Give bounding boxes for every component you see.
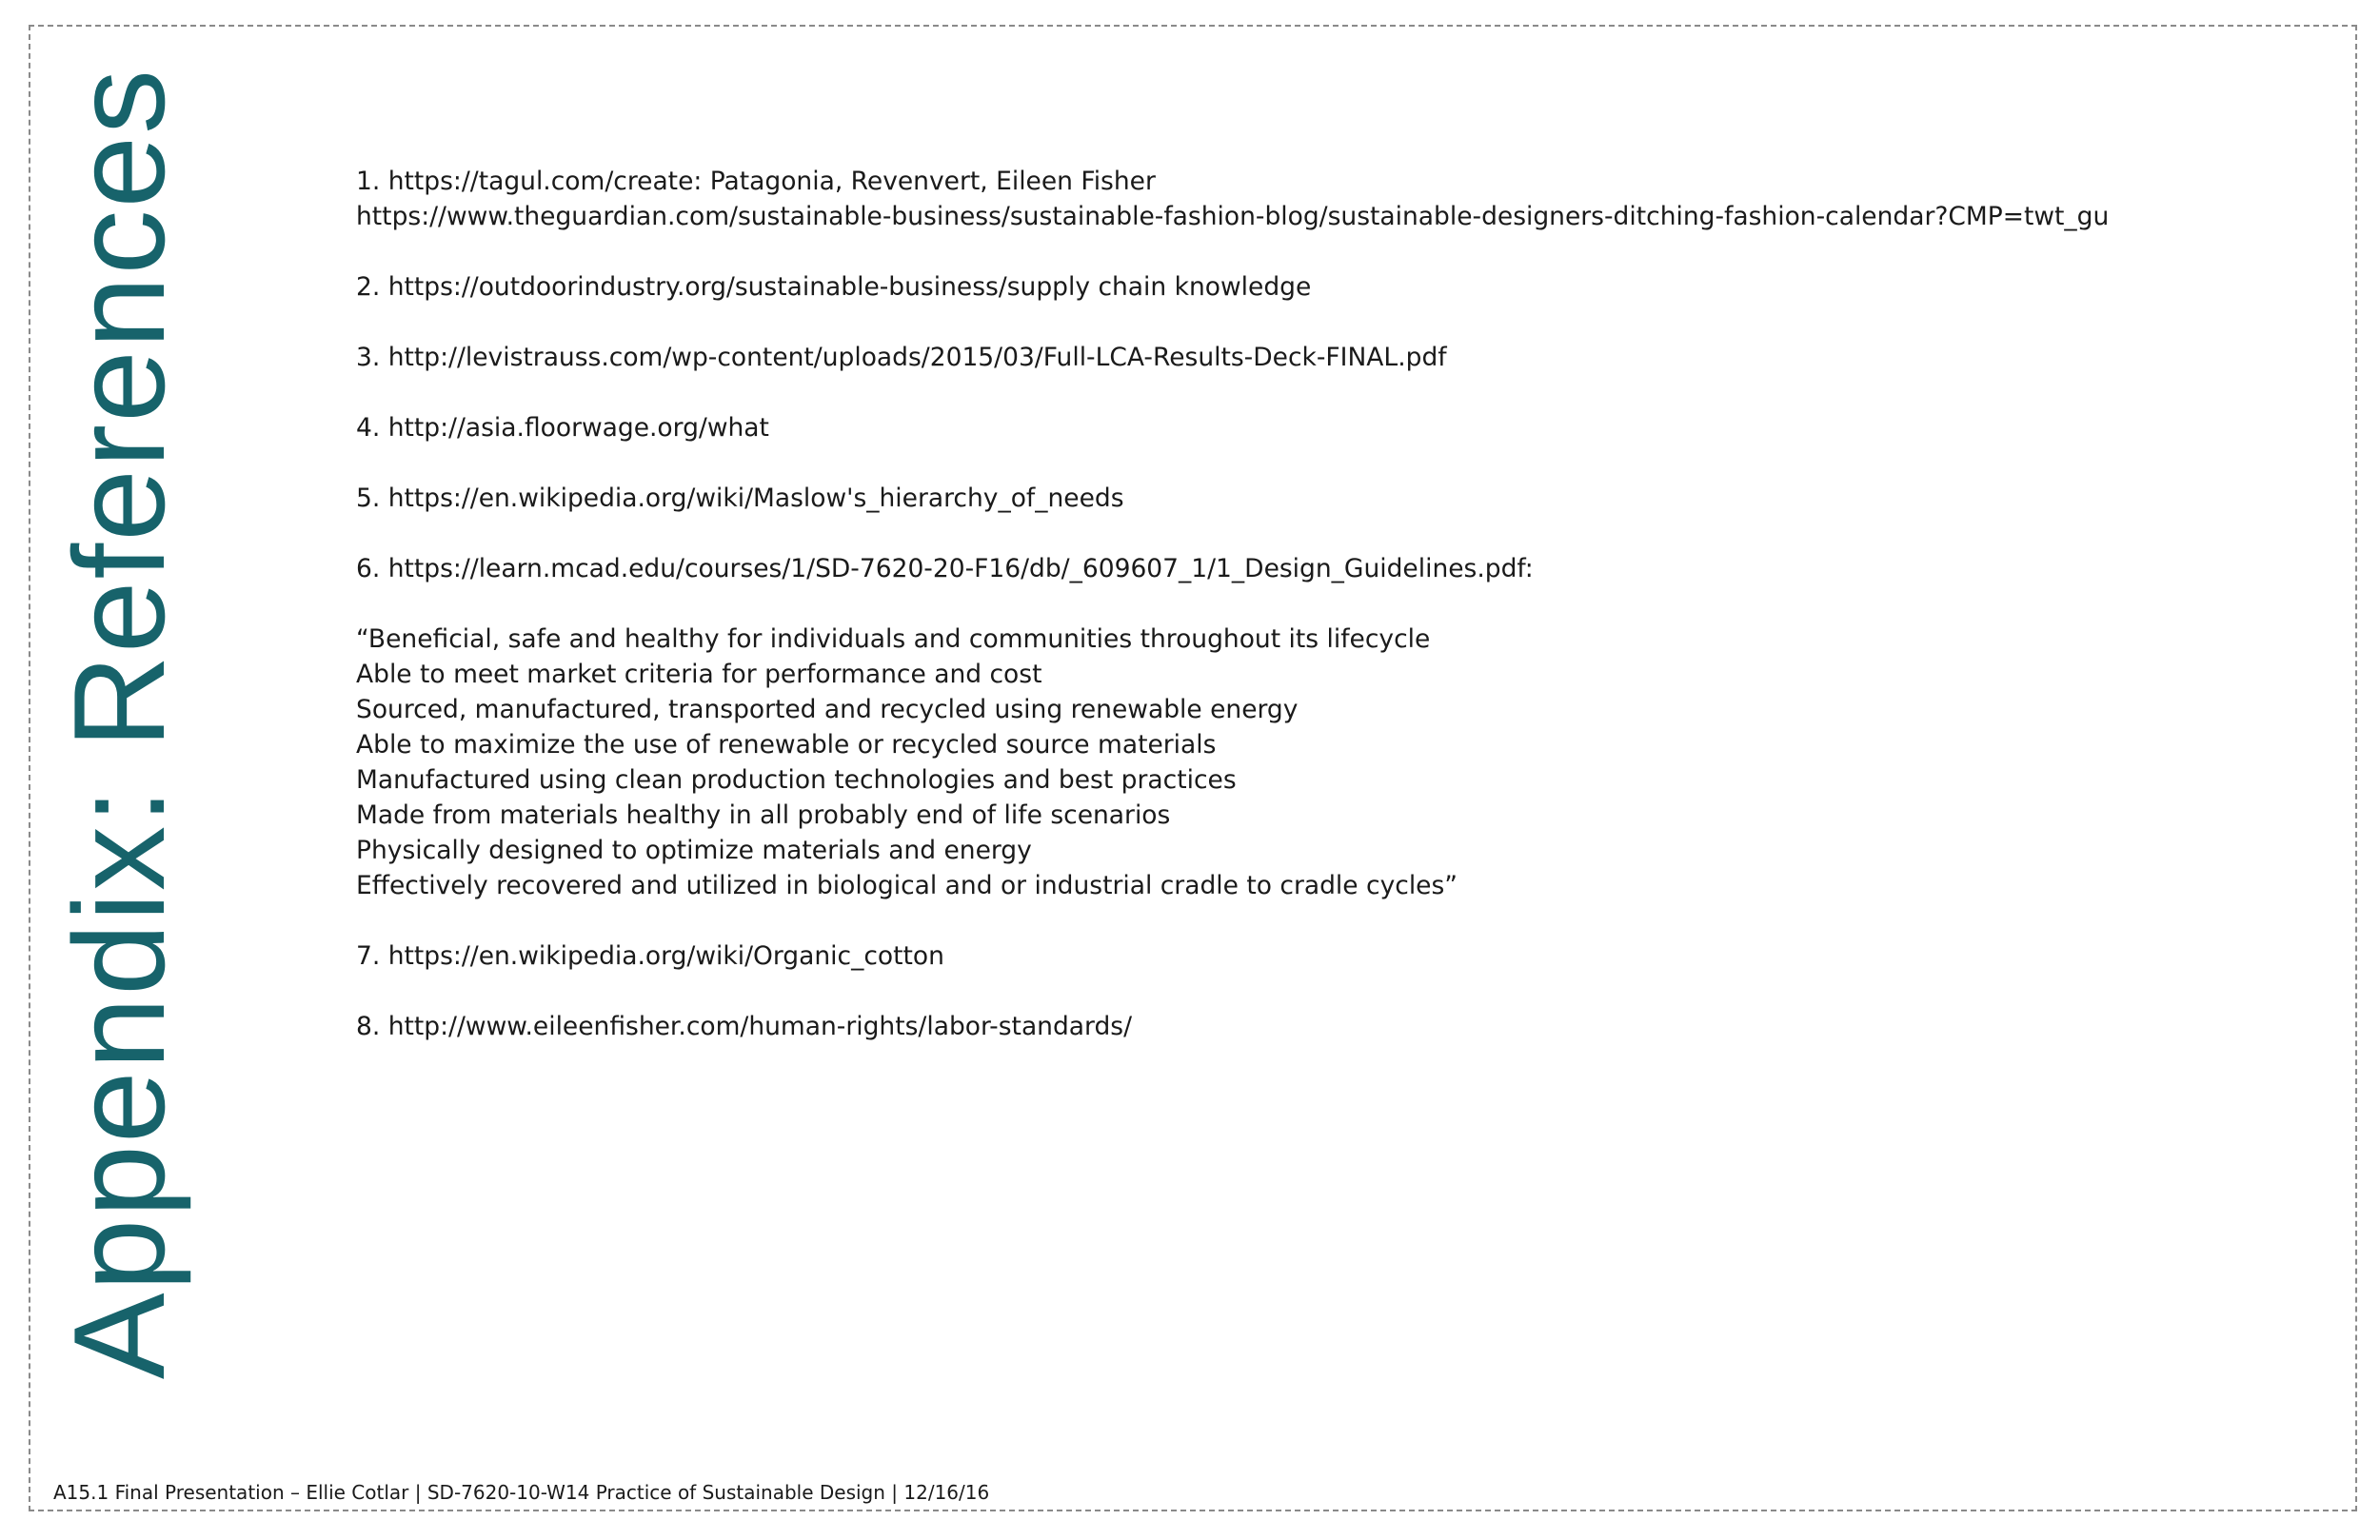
footer-caption: A15.1 Final Presentation – Ellie Cotlar | SD-7620-10-W14 Practice of Sustainable Design | 12/16/16 <box>53 1481 990 1504</box>
reference-item <box>356 481 2336 516</box>
reference-line: Sourced, manufactured, transported and recycled using renewable energy <box>356 695 1299 724</box>
reference-item <box>356 164 2336 234</box>
references-list <box>356 164 2336 1079</box>
reference-line: Physically designed to optimize materials and energy <box>356 836 1032 865</box>
reference-line: 8. http://www.eileenfisher.com/human-rights/labor-standards/ <box>356 1012 1133 1041</box>
reference-item <box>356 410 2336 445</box>
reference-line: 5. https://en.wikipedia.org/wiki/Maslow's_hierarchy_of_needs <box>356 484 1124 513</box>
reference-item <box>356 1009 2336 1044</box>
reference-line: 1. https://tagul.com/create: Patagonia, Revenvert, Eileen Fisher <box>356 167 1156 196</box>
page-title: Appendix: References <box>47 67 191 1380</box>
reference-line: Manufactured using clean production technologies and best practices <box>356 765 1237 795</box>
reference-line: 7. https://en.wikipedia.org/wiki/Organic_cotton <box>356 941 944 971</box>
reference-item <box>356 622 2336 903</box>
reference-line: Able to meet market criteria for performance and cost <box>356 660 1042 689</box>
reference-line: 4. http://asia.floorwage.org/what <box>356 413 769 443</box>
reference-item <box>356 551 2336 586</box>
reference-line: Made from materials healthy in all probably end of life scenarios <box>356 800 1171 830</box>
reference-line: 6. https://learn.mcad.edu/courses/1/SD-7620-20-F16/db/_609607_1/1_Design_Guidelines.pdf: <box>356 554 1534 583</box>
reference-item <box>356 340 2336 375</box>
reference-line: https://www.theguardian.com/sustainable-business/sustainable-fashion-blog/sustainable-designers-ditching-fashion-calendar?CMP=twt_gu <box>356 202 2110 231</box>
reference-line: 2. https://outdoorindustry.org/sustainable-business/supply chain knowledge <box>356 272 1312 302</box>
title-area <box>47 67 191 1380</box>
reference-line: 3. http://levistrauss.com/wp-content/uploads/2015/03/Full-LCA-Results-Deck-FINAL.pdf <box>356 343 1447 372</box>
reference-item <box>356 938 2336 974</box>
reference-item <box>356 269 2336 305</box>
reference-line: Effectively recovered and utilized in biological and or industrial cradle to cradle cycles” <box>356 871 1458 900</box>
reference-line: “Beneficial, safe and healthy for individuals and communities throughout its lifecycle <box>356 624 1431 654</box>
reference-line: Able to maximize the use of renewable or recycled source materials <box>356 730 1217 760</box>
